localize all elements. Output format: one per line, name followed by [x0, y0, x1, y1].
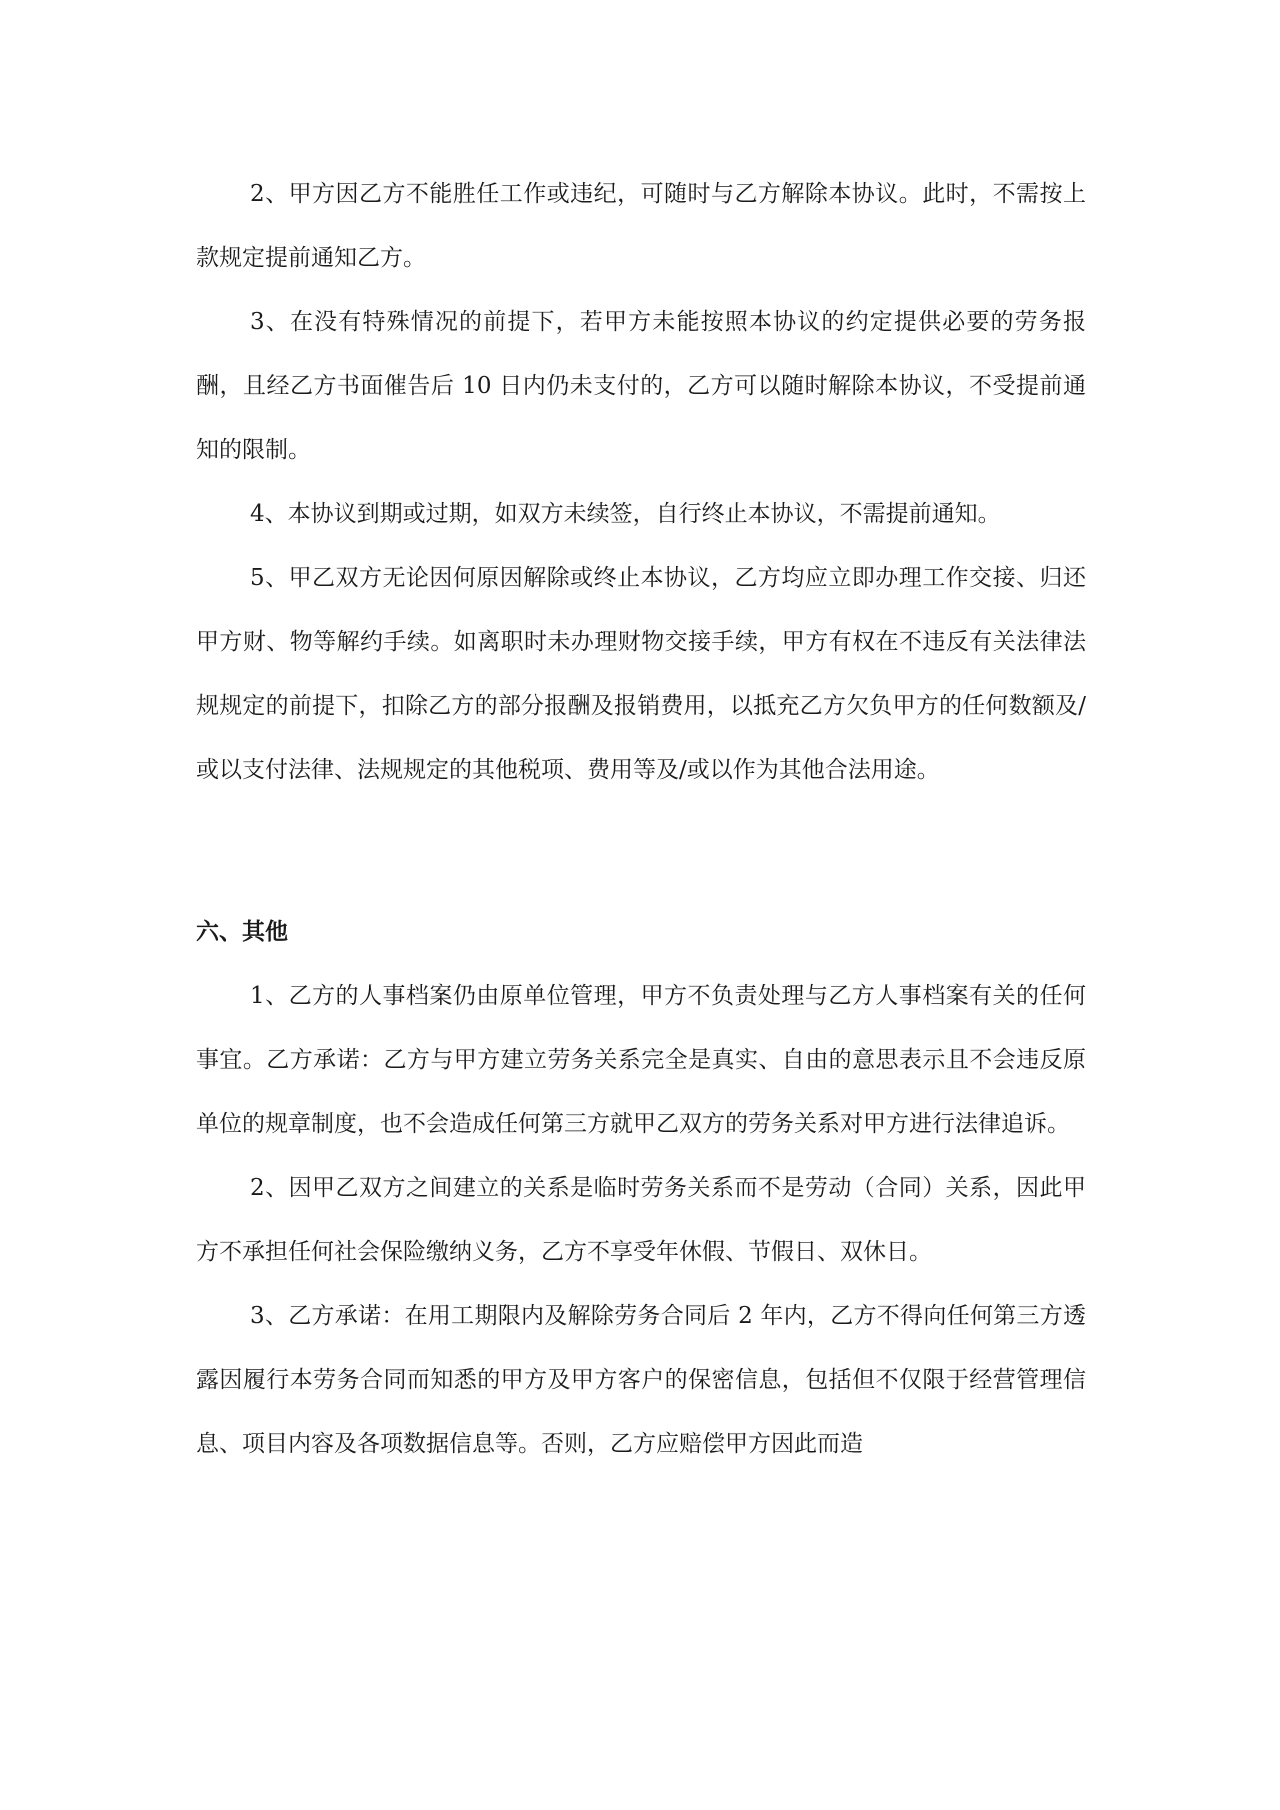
document-body	[196, 162, 1086, 1476]
clause-5-2: 2、甲方因乙方不能胜任工作或违纪，可随时与乙方解除本协议。此时，不需按上款规定提前通知乙方。	[196, 181, 1086, 271]
clause-5-3: 3、在没有特殊情况的前提下，若甲方未能按照本协议的约定提供必要的劳务报酬，且经乙方书面催告后 10 日内仍未支付的，乙方可以随时解除本协议，不受提前通知的限制。	[196, 309, 1086, 463]
section-heading-other: 六、其他	[196, 918, 288, 945]
clause-6-3: 3、乙方承诺：在用工期限内及解除劳务合同后 2 年内，乙方不得向任何第三方透露因履行本劳务合同而知悉的甲方及甲方客户的保密信息，包括但不仅限于经营管理信息、项目内容及各项数据信息等。否则，乙方应赔偿甲方因此而造	[196, 1303, 1086, 1457]
clause-6-1: 1、乙方的人事档案仍由原单位管理，甲方不负责处理与乙方人事档案有关的任何事宜。乙方承诺：乙方与甲方建立劳务关系完全是真实、自由的意思表示且不会违反原单位的规章制度，也不会造成任何第三方就甲乙双方的劳务关系对甲方进行法律追诉。	[196, 983, 1086, 1137]
clause-5-4: 4、本协议到期或过期，如双方未续签，自行终止本协议，不需提前通知。	[250, 501, 1001, 527]
clause-6-2: 2、因甲乙双方之间建立的关系是临时劳务关系而不是劳动（合同）关系，因此甲方不承担任何社会保险缴纳义务，乙方不享受年休假、节假日、双休日。	[196, 1175, 1086, 1265]
clause-5-5: 5、甲乙双方无论因何原因解除或终止本协议，乙方均应立即办理工作交接、归还甲方财、物等解约手续。如离职时未办理财物交接手续，甲方有权在不违反有关法律法规规定的前提下，扣除乙方的部分报酬及报销费用，以抵充乙方欠负甲方的任何数额及/或以支付法律、法规规定的其他税项、费用等及/或以作为其他合法用途。	[196, 565, 1086, 783]
